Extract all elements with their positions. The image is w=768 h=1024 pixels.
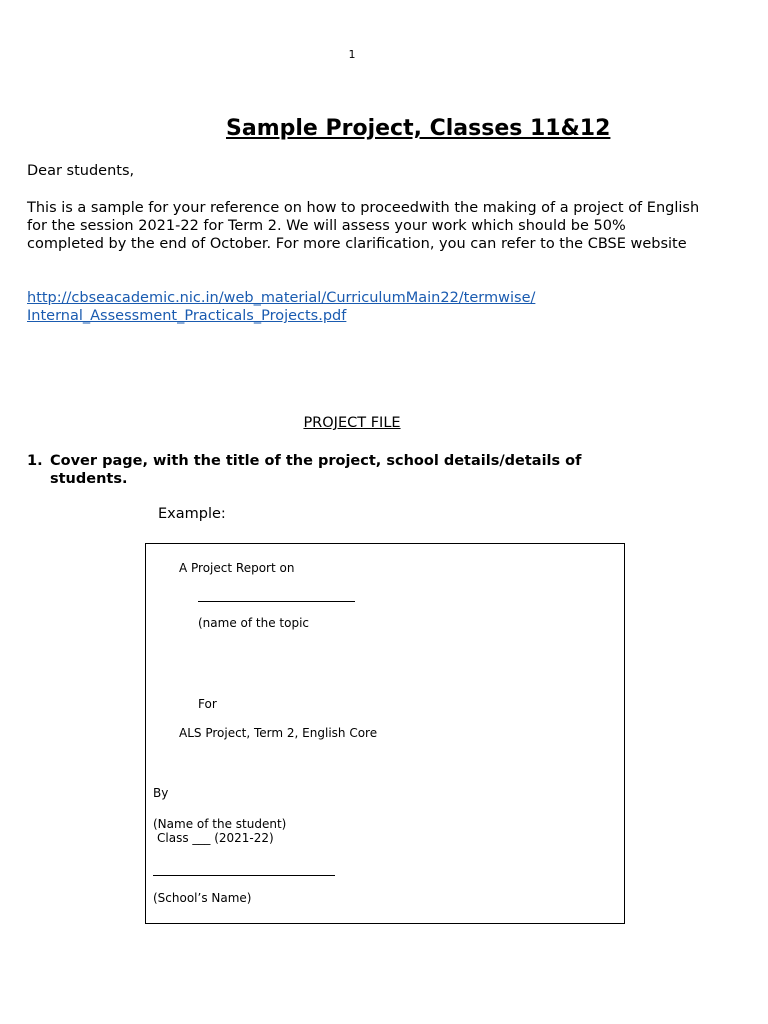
example-label: Example:: [158, 506, 226, 522]
cover-page-example-box: [145, 543, 625, 924]
for-label: For: [198, 697, 217, 711]
class-line-text: Class ___ (2021-22): [157, 831, 274, 845]
cbse-link-line-1[interactable]: http://cbseacademic.nic.in/web_material/CurriculumMain22/termwise/: [27, 290, 536, 306]
page-title: Sample Project, Classes 11&12: [226, 116, 611, 141]
project-name-text: ALS Project, Term 2, English Core: [179, 726, 378, 740]
school-blank-line: [153, 875, 335, 876]
school-hint-text: (School’s Name): [153, 891, 252, 905]
page-number: 1: [348, 48, 356, 61]
topic-blank-line: [198, 601, 355, 602]
by-label: By: [153, 786, 169, 800]
cbse-link-line-2[interactable]: Internal_Assessment_Practicals_Projects.pdf: [27, 308, 347, 324]
report-on-text: A Project Report on: [179, 561, 295, 575]
intro-paragraph: This is a sample for your reference on how to proceedwith the making of a project of English for the session 2021-22 for Term 2. We will assess your work which should be 50% completed by the end of October. For more clarification, you can refer to the CBSE website: [27, 200, 700, 252]
student-hint-text: (Name of the student): [153, 817, 287, 831]
section-heading: PROJECT FILE: [303, 415, 401, 431]
greeting-text: Dear students,: [27, 163, 135, 179]
list-item-number: 1.: [27, 453, 43, 469]
cbse-link[interactable]: [27, 289, 535, 325]
list-item-text: Cover page, with the title of the project, school details/details of students.: [50, 453, 582, 487]
topic-hint-text: (name of the topic: [198, 616, 310, 630]
